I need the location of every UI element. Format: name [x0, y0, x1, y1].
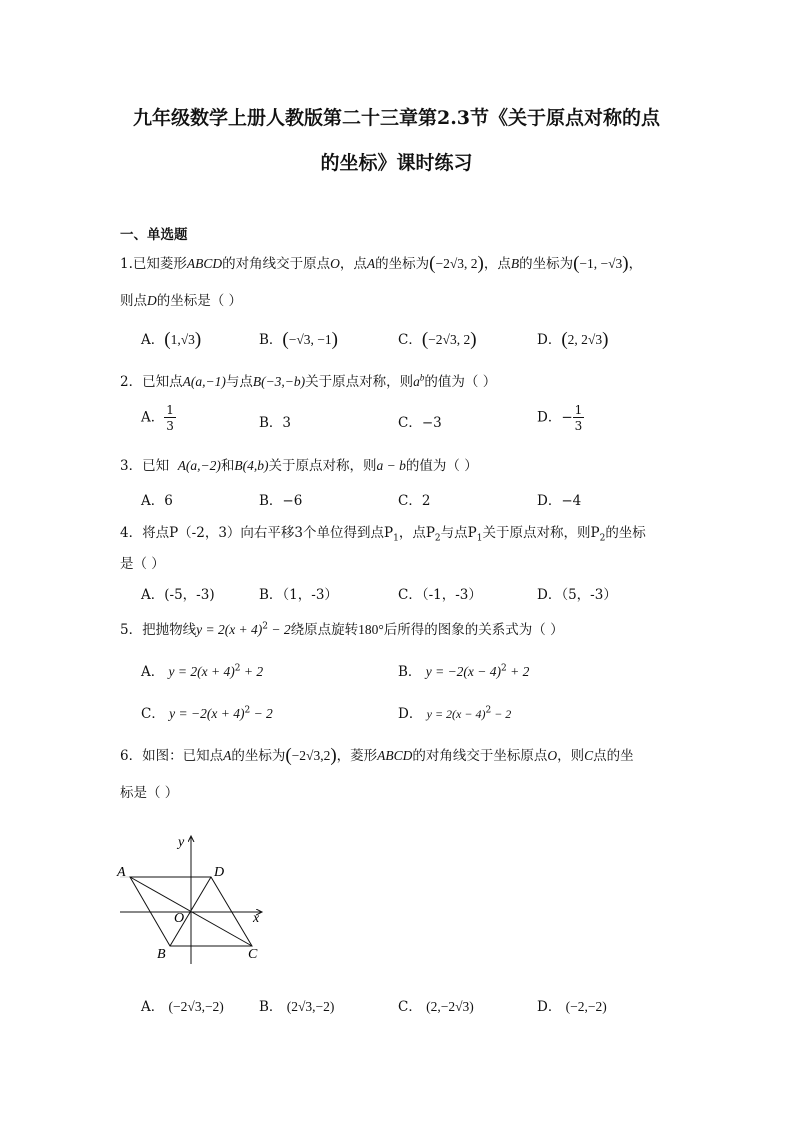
page-title-line1: 九年级数学上册人教版第二十三章第2.3节《关于原点对称的点: [132, 107, 661, 129]
q4-option-b[interactable]: [259, 583, 338, 603]
q5-option-c[interactable]: [141, 702, 273, 722]
option-letter: B．: [259, 587, 283, 603]
angle: 180°: [358, 622, 384, 637]
point-b: B(4,b): [234, 458, 269, 473]
math-expression: a − b: [376, 458, 406, 473]
point-b: B(−3,−b): [252, 374, 306, 389]
question-number: 3．: [120, 458, 143, 474]
text: 的坐标为: [231, 748, 286, 764]
text: 已知: [142, 458, 170, 474]
option-value: (−2,−2): [565, 999, 607, 1014]
text: 的坐标为: [519, 256, 574, 272]
option-value: y = −2(x + 4): [169, 706, 245, 721]
option-letter: C．: [398, 493, 422, 509]
label-d: D: [214, 865, 225, 880]
point-a: A(a,−2): [177, 458, 221, 473]
q1-option-b[interactable]: B．(−√3, −1): [259, 329, 338, 350]
text: 与点P: [440, 525, 477, 541]
q4-option-d[interactable]: [537, 583, 617, 603]
question-1-line2: [120, 289, 242, 309]
question-6-line2: 标是（ ）: [120, 785, 179, 801]
text: 绕原点旋转: [290, 622, 359, 638]
math-expression: y = 2(x + 4): [196, 622, 263, 637]
question-4-line2: 是（ ）: [120, 556, 165, 572]
text: 的值为（ ）: [405, 458, 478, 474]
text: 的坐标为: [375, 256, 430, 272]
rhombus-figure: [112, 830, 272, 970]
numerator: 1: [574, 403, 583, 417]
math-var: O: [547, 748, 558, 763]
option-letter: B．: [259, 999, 283, 1015]
math-expression: − 2: [268, 622, 291, 637]
q1-option-c[interactable]: C．(−2√3, 2): [398, 329, 477, 350]
text: 的对角线交于坐标原点: [412, 748, 548, 764]
option-value: −√3, −1: [288, 332, 332, 347]
math-var: a: [413, 374, 420, 389]
option-letter: A．: [141, 332, 165, 348]
option-letter: C．: [398, 587, 422, 603]
text: 与点: [225, 374, 253, 390]
option-value: − 2: [491, 707, 512, 721]
label-c: C: [248, 947, 258, 962]
option-value: + 2: [506, 664, 530, 679]
subscript: 2: [599, 533, 606, 544]
exponent: b: [419, 372, 425, 383]
question-number: 4．: [120, 525, 143, 541]
text: 如图：已知点: [142, 748, 224, 764]
exponent: 2: [262, 621, 269, 632]
option-letter: C．: [398, 415, 422, 431]
option-letter: D．: [537, 409, 562, 426]
text: 的坐标是（ ）: [156, 293, 243, 309]
q6-option-d[interactable]: [537, 995, 607, 1015]
q3-option-c[interactable]: [398, 489, 430, 509]
question-4-line1: [120, 521, 646, 544]
option-value: (−2√3,−2): [168, 999, 224, 1014]
point-a: A(a,−1): [182, 374, 226, 389]
coordinate: −2√3,2: [291, 748, 331, 763]
text: 已知菱形: [132, 256, 187, 272]
option-value: − 2: [250, 706, 273, 721]
math-var: ABCD: [186, 256, 223, 271]
exponent: 2: [234, 663, 241, 674]
option-value: −6: [282, 493, 303, 509]
math-var: D: [147, 293, 157, 308]
option-value: 3: [282, 415, 292, 431]
text: ，菱形: [336, 748, 378, 764]
page-title-line2: 的坐标》课时练习: [320, 152, 473, 174]
option-letter: C．: [398, 999, 422, 1015]
q2-option-b[interactable]: [259, 411, 291, 431]
section-heading: 一、单选题: [120, 227, 188, 243]
q4-option-c[interactable]: [398, 583, 482, 603]
text: 关于原点对称，则: [305, 374, 414, 390]
q5-option-a[interactable]: [141, 660, 263, 680]
text: 已知点: [142, 374, 183, 390]
option-letter: D．: [537, 587, 562, 603]
option-letter: B．: [398, 664, 422, 680]
exponent: 2: [244, 705, 251, 716]
label-o: O: [174, 911, 185, 926]
option-value: + 2: [240, 664, 264, 679]
text: 把抛物线: [142, 622, 197, 638]
option-value: （1，-3）: [282, 587, 338, 603]
text: 关于原点对称，则: [268, 458, 377, 474]
question-number: 5．: [120, 622, 143, 638]
q6-option-a[interactable]: [141, 995, 224, 1015]
option-value: （-1，-3）: [421, 587, 482, 603]
text: 和: [220, 458, 235, 474]
option-value: y = 2(x + 4): [168, 664, 235, 679]
math-var: A: [366, 256, 376, 271]
label-x: x: [253, 911, 260, 926]
text: 关于原点对称，则P: [482, 525, 600, 541]
text: ，: [628, 256, 643, 272]
q1-option-d[interactable]: D．(2, 2√3): [537, 329, 609, 350]
option-letter: D．: [537, 999, 562, 1015]
denominator: 3: [574, 419, 583, 433]
option-value: y = 2(x − 4): [426, 707, 486, 721]
subscript: 1: [476, 533, 483, 544]
question-3-line: [120, 454, 478, 474]
q3-option-b[interactable]: [259, 489, 302, 509]
text: 的值为（ ）: [424, 374, 497, 390]
option-value: (2√3,−2): [286, 999, 335, 1014]
coordinate-a: −2√3, 2: [435, 256, 478, 271]
coordinate-b: −1, −√3: [579, 256, 623, 271]
option-value: (-5，-3): [164, 587, 215, 603]
q3-option-a[interactable]: [141, 489, 173, 509]
sign: −: [561, 409, 573, 426]
option-value: 6: [164, 493, 173, 509]
math-var: O: [330, 256, 340, 271]
subscript: 2: [434, 533, 441, 544]
exponent: 2: [485, 705, 492, 716]
label-b: B: [157, 947, 166, 962]
option-letter: B．: [259, 332, 283, 348]
option-letter: B．: [259, 415, 283, 431]
q2-option-d[interactable]: [537, 404, 584, 432]
denominator: 3: [166, 419, 174, 433]
option-value: −4: [561, 493, 582, 509]
option-letter: C．: [398, 332, 422, 348]
question-5-line: [120, 618, 564, 638]
question-6-line1: 6．如图：已知点A的坐标为(−2√3,2)，菱形ABCD的对角线交于坐标原点O，则C点的坐: [120, 745, 634, 766]
exponent: 2: [501, 663, 507, 674]
option-value: (2,−2√3): [426, 999, 474, 1014]
option-letter: A．: [141, 493, 165, 509]
text: 后所得的图象的关系式为（ ）: [383, 622, 564, 638]
question-1-line1: 1.已知菱形ABCD的对角线交于原点O，点A的坐标为(−2√3, 2)，点B的坐标为(−1, −√3)，: [120, 253, 643, 274]
text: ，点: [339, 256, 367, 272]
q3-option-d[interactable]: [537, 489, 581, 509]
math-var: B: [510, 256, 520, 271]
option-letter: A．: [141, 999, 165, 1015]
text: ，则: [557, 748, 585, 764]
q5-option-d[interactable]: [398, 702, 511, 722]
text: 的坐标: [605, 525, 646, 541]
option-letter: A．: [141, 409, 165, 426]
option-value: y = −2(x − 4): [425, 664, 502, 679]
option-value: 2, 2√3: [567, 332, 603, 347]
q2-option-a[interactable]: [141, 404, 176, 432]
math-var: A: [223, 748, 232, 763]
q2-option-c[interactable]: [398, 411, 442, 431]
text: 点的坐: [593, 748, 634, 764]
q6-option-b[interactable]: [259, 995, 334, 1015]
label-y: y: [178, 835, 185, 850]
question-number: 6．: [120, 748, 143, 764]
option-value: （5，-3）: [561, 587, 617, 603]
option-value: 1,√3: [170, 332, 195, 347]
fraction: [573, 404, 585, 432]
option-value: −3: [421, 415, 442, 431]
math-var: C: [584, 748, 594, 763]
numerator: 1: [166, 403, 174, 417]
option-letter: A．: [141, 587, 165, 603]
option-letter: B．: [259, 493, 283, 509]
question-2-line: [120, 370, 496, 390]
option-value: 2: [421, 493, 431, 509]
option-letter: D．: [537, 493, 562, 509]
subscript: 1: [393, 533, 399, 544]
question-number: 2．: [120, 374, 143, 390]
question-number: 1.: [120, 256, 133, 272]
math-var: ABCD: [377, 748, 413, 763]
q5-option-b[interactable]: [398, 660, 529, 680]
text: 则点: [120, 293, 147, 309]
option-letter: C．: [141, 706, 165, 722]
q4-option-a[interactable]: [141, 583, 215, 603]
option-letter: D．: [537, 332, 562, 348]
text: 的对角线交于原点: [222, 256, 331, 272]
q6-option-c[interactable]: [398, 995, 474, 1015]
label-a: A: [117, 865, 126, 880]
option-value: −2√3, 2: [428, 332, 471, 347]
option-letter: D．: [398, 706, 423, 722]
text: 将点P（-2，3）向右平移3个单位得到点P: [142, 525, 394, 541]
text: ，点P: [398, 525, 435, 541]
option-letter: A．: [141, 664, 165, 680]
fraction: [164, 404, 176, 432]
q1-option-a[interactable]: A．(1,√3): [141, 329, 202, 350]
text: ，点: [483, 256, 511, 272]
